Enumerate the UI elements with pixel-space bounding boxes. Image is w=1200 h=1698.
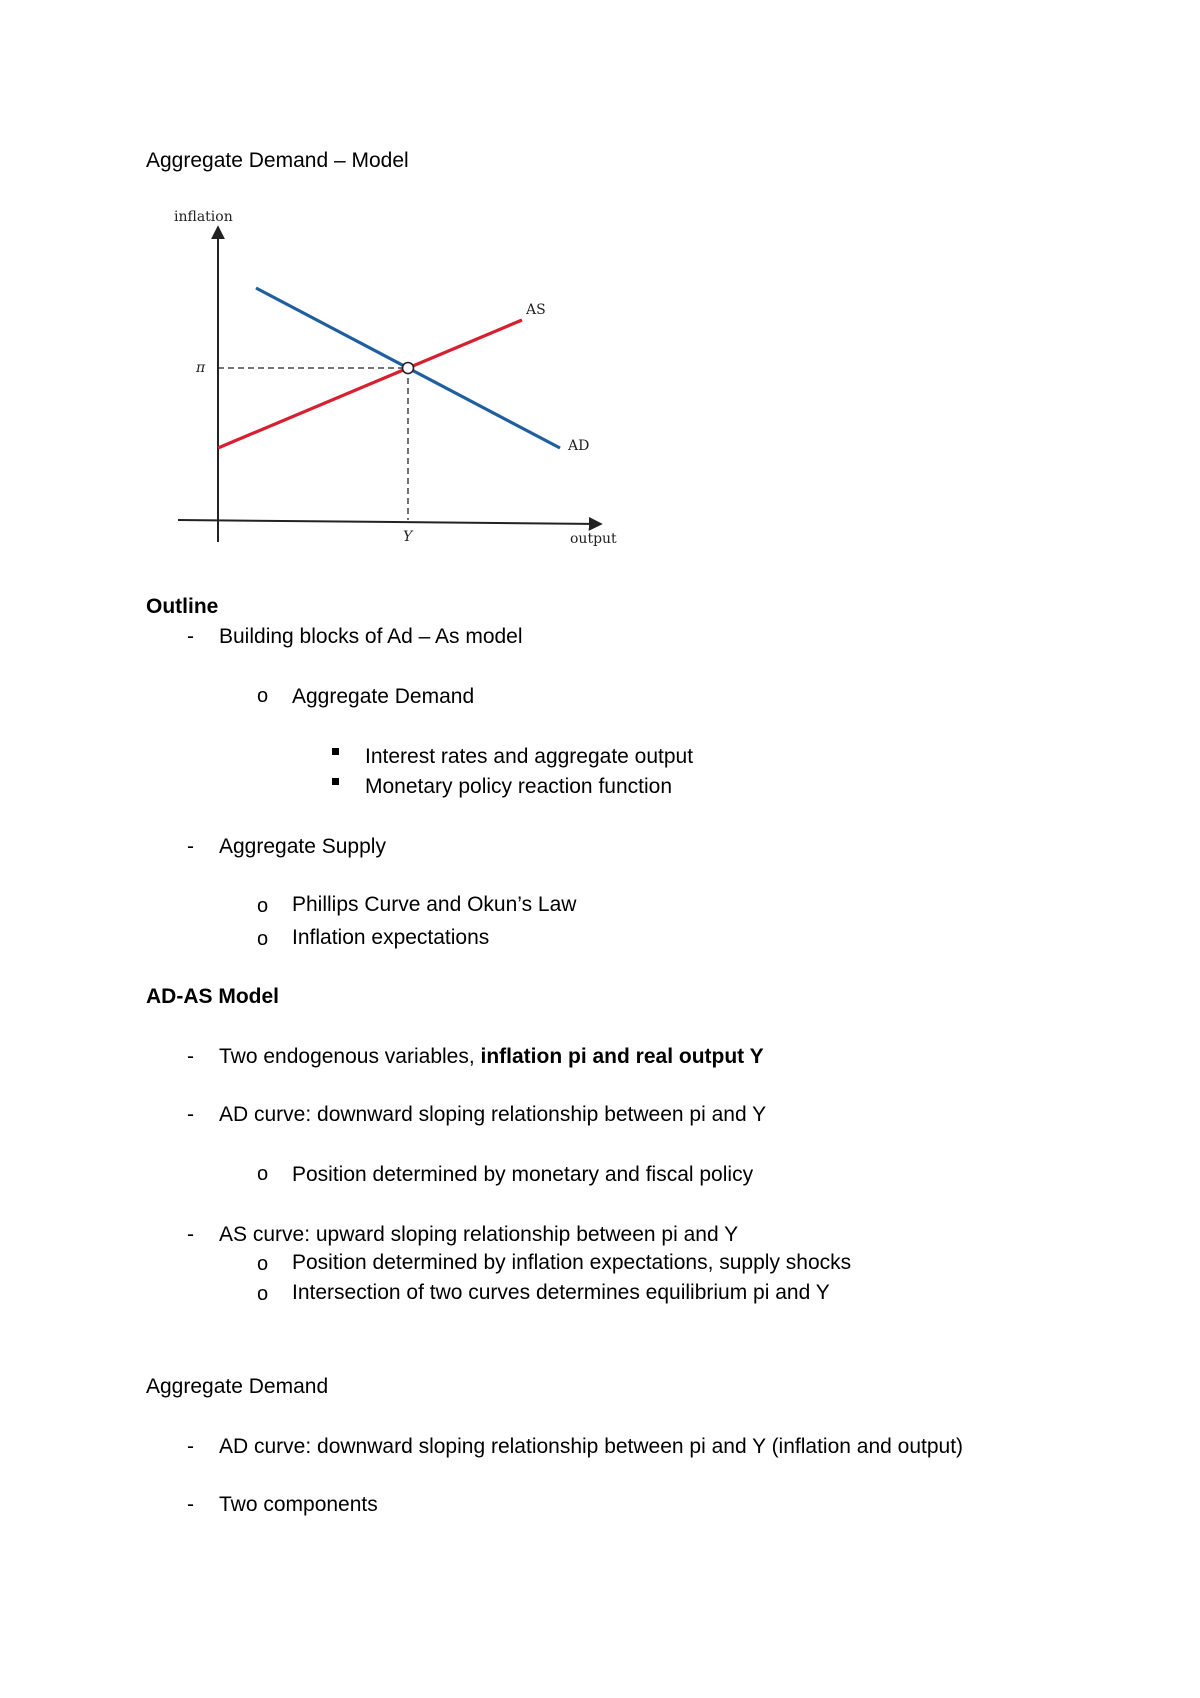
bullet-dash: - [187, 835, 194, 858]
ad-bullet-1: AD curve: downward sloping relationship between pi and Y (inflation and output) [219, 1435, 964, 1458]
adas-bullet-1 [219, 1046, 764, 1067]
adas-bullet-3-sub-1: Position determined by inflation expectations, supply shocks [292, 1251, 852, 1274]
ad-title: Aggregate Demand [146, 1375, 329, 1398]
pi-tick-label: π [196, 360, 206, 376]
adas-title: AD-AS Model [146, 985, 279, 1008]
as-curve [218, 320, 522, 448]
adas-bullet-1-text: Two endogenous variables, [219, 1045, 481, 1068]
bullet-circle: o [257, 928, 269, 950]
outline-item-2-sub-1: Phillips Curve and Okun’s Law [292, 893, 577, 916]
bullet-circle: o [257, 1163, 269, 1185]
bullet-circle: o [257, 1253, 269, 1275]
adas-bullet-2: AD curve: downward sloping relationship between pi and Y [219, 1103, 767, 1126]
ad-curve-label: AD [568, 438, 590, 454]
bullet-dash: - [187, 1103, 194, 1126]
ad-bullet-2: Two components [219, 1493, 378, 1516]
bullet-dash: - [187, 1223, 194, 1246]
outline-item-1-subsub-2: Monetary policy reaction function [365, 775, 672, 798]
outline-item-1: Building blocks of Ad – As model [219, 625, 523, 648]
outline-item-2-sub-2: Inflation expectations [292, 926, 490, 949]
adas-bullet-2-sub: Position determined by monetary and fiscal policy [292, 1163, 754, 1186]
x-axis [178, 520, 600, 524]
bullet-dash: - [187, 625, 194, 648]
adas-bullet-3-sub-2: Intersection of two curves determines equilibrium pi and Y [292, 1281, 830, 1304]
bullet-square [332, 748, 339, 755]
adas-bullet-3: AS curve: upward sloping relationship between pi and Y [219, 1223, 739, 1246]
bullet-dash: - [187, 1493, 194, 1516]
as-curve-label: AS [526, 302, 546, 318]
ad-as-chart [160, 200, 640, 560]
y-axis-label: inflation [174, 209, 233, 225]
x-axis-label: output [570, 531, 617, 547]
equilibrium-point [403, 363, 414, 374]
bullet-circle: o [257, 1283, 269, 1305]
bullet-dash: - [187, 1435, 194, 1458]
bullet-square [332, 778, 339, 785]
bullet-circle: o [257, 895, 269, 917]
outline-item-1-subsub-1: Interest rates and aggregate output [365, 745, 694, 768]
bullet-circle: o [257, 685, 269, 707]
outline-item-2: Aggregate Supply [219, 835, 386, 858]
outline-item-1-sub: Aggregate Demand [292, 685, 475, 708]
bullet-dash: - [187, 1045, 194, 1068]
outline-title: Outline [146, 595, 219, 618]
adas-bullet-1-bold: inflation pi and real output Y [480, 1045, 764, 1068]
page-heading: Aggregate Demand – Model [146, 149, 409, 172]
y-tick-label: Y [403, 529, 413, 545]
